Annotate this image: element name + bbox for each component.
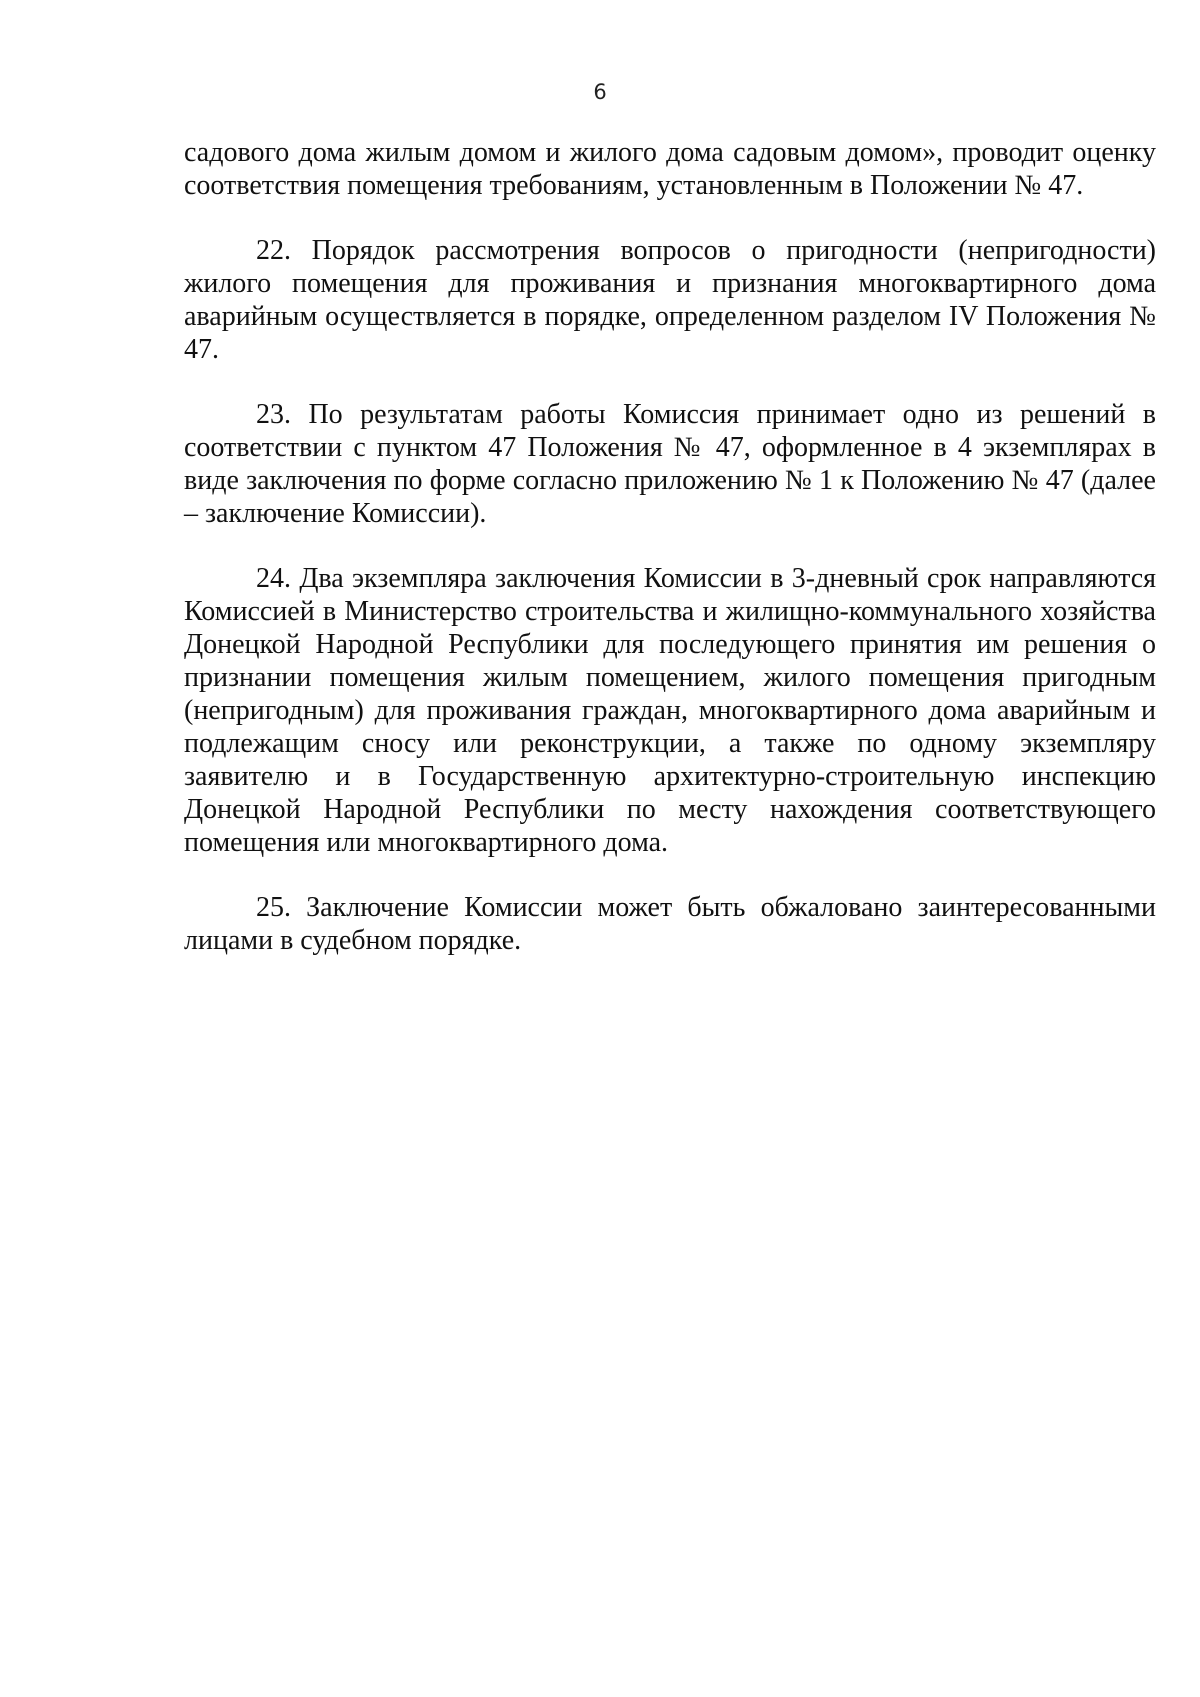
- document-body: [184, 136, 1156, 989]
- paragraph-24: 24. Два экземпляра заключения Комиссии в 3-дневный срок направляются Комиссией в Министерство строительства и жилищно-коммунального хозяйства Донецкой Народной Республики для последующего принятия им решения о признании помещения жилым помещением, жилого помещения пригодным (непригодным) для проживания граждан, многоквартирного дома аварийным и подлежащим сносу или реконструкции, а также по одному экземпляру заявителю и в Государственную архитектурно-строительную инспекцию Донецкой Народной Республики по месту нахождения соответствующего помещения или многоквартирного дома.: [184, 563, 1156, 858]
- paragraph-25: 25. Заключение Комиссии может быть обжаловано заинтересованными лицами в судебном порядке.: [184, 892, 1156, 956]
- paragraph-continuation: садового дома жилым домом и жилого дома садовым домом», проводит оценку соответствия помещения требованиям, установленным в Положении № 47.: [184, 137, 1156, 201]
- paragraph-23: 23. По результатам работы Комиссия принимает одно из решений в соответствии с пунктом 47 Положения № 47, оформленное в 4 экземплярах в виде заключения по форме согласно приложению № 1 к Положению № 47 (далее – заключение Комиссии).: [184, 399, 1156, 529]
- page-number: 6: [593, 80, 607, 104]
- paragraph-22: 22. Порядок рассмотрения вопросов о пригодности (непригодности) жилого помещения для проживания и признания многоквартирного дома аварийным осуществляется в порядке, определенном разделом IV Положения № 47.: [184, 235, 1156, 365]
